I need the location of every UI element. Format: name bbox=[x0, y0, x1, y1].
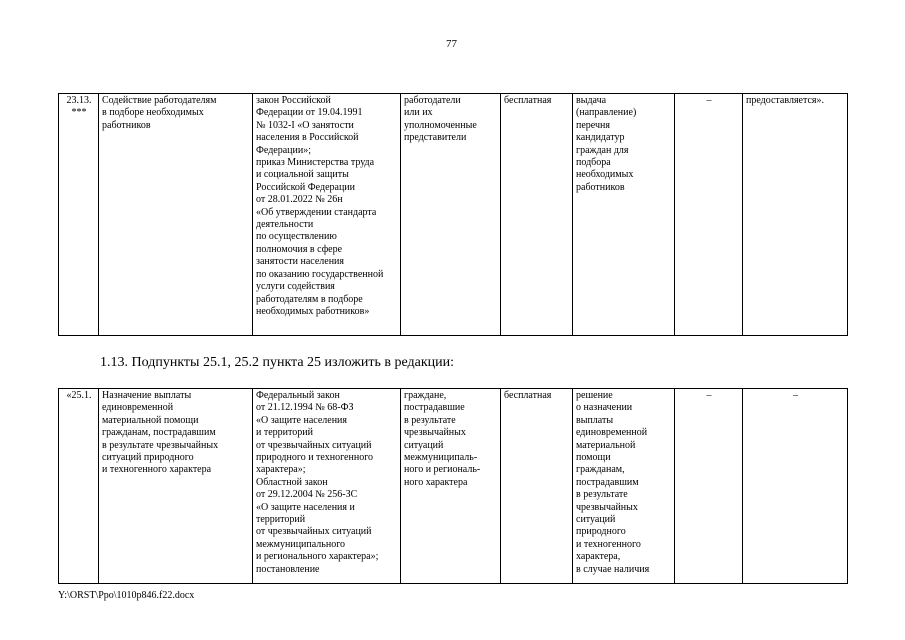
text-line: о назначении bbox=[576, 402, 633, 414]
text-line: единовременной bbox=[102, 402, 174, 414]
text-line: граждане, bbox=[404, 390, 447, 401]
service-name-cell bbox=[99, 94, 253, 336]
text-line: и техногенного характера bbox=[102, 464, 212, 476]
text-line: Федерации»; bbox=[256, 144, 312, 156]
text-line: уполномоченные bbox=[404, 119, 477, 131]
text-line: кандидатур bbox=[576, 132, 625, 144]
text-line: в случае наличия bbox=[576, 563, 650, 575]
text-line: ситуаций bbox=[404, 439, 444, 451]
text-line: населения в Российской bbox=[256, 132, 359, 144]
text-line: гражданам, пострадавшим bbox=[102, 427, 216, 439]
text-line: ситуаций природного bbox=[102, 452, 194, 464]
text-line: Областной закон bbox=[256, 476, 328, 488]
text-line: «25.1. bbox=[66, 390, 92, 401]
status-cell: предоставляется». bbox=[743, 94, 848, 336]
text-line: материальной bbox=[576, 439, 636, 451]
text-line: Федеральный закон bbox=[256, 390, 340, 401]
text-line: работников bbox=[576, 181, 625, 193]
text-line: ситуаций bbox=[576, 514, 616, 526]
text-line: по осуществлению bbox=[256, 231, 337, 243]
text-line: чрезвычайных bbox=[404, 427, 466, 439]
text-line: гражданам, bbox=[576, 464, 625, 476]
text-line: деятельности bbox=[256, 219, 314, 231]
table-row bbox=[59, 389, 848, 584]
text-line: «О защите населения bbox=[256, 414, 347, 426]
service-number-cell bbox=[59, 389, 99, 584]
text-line: в результате bbox=[576, 489, 628, 501]
text-line: от чрезвычайных ситуаций bbox=[256, 439, 372, 451]
text-line: характера, bbox=[576, 551, 621, 563]
text-line: территорий bbox=[256, 514, 306, 526]
text-line: и территорий bbox=[256, 427, 313, 439]
text-line: материальной помощи bbox=[102, 414, 199, 426]
text-line: и техногенного bbox=[576, 538, 641, 550]
text-line: в подборе необходимых bbox=[102, 107, 204, 119]
amendment-heading: 1.13. Подпункты 25.1, 25.2 пункта 25 изложить в редакции: bbox=[100, 355, 455, 370]
text-line: от 29.12.2004 № 256-ЗС bbox=[256, 489, 358, 501]
text-line: межмуниципаль- bbox=[404, 452, 478, 464]
text-line: от 21.12.1994 № 68-ФЗ bbox=[256, 402, 354, 414]
text-line: Содействие работодателям bbox=[102, 95, 217, 106]
text-line: № 1032-I «О занятости bbox=[256, 119, 354, 131]
text-line: «О защите населения и bbox=[256, 501, 355, 513]
text-line: необходимых работников» bbox=[256, 305, 370, 317]
text-line: помощи bbox=[576, 452, 611, 464]
text-line: занятости населения bbox=[256, 256, 345, 268]
text-line: выплаты bbox=[576, 414, 614, 426]
table-row bbox=[59, 94, 848, 336]
service-name-cell bbox=[99, 389, 253, 584]
text-line: работников bbox=[102, 119, 151, 131]
page-number: 77 bbox=[446, 38, 457, 50]
text-line: 23.13. bbox=[66, 95, 92, 106]
text-line: пострадавшие bbox=[404, 402, 465, 414]
file-path-footer: Y:\ORST\Ppo\1010p846.f22.docx bbox=[58, 590, 195, 601]
text-line: ного характера bbox=[404, 476, 468, 488]
text-line: межмуниципального bbox=[256, 538, 346, 550]
text-line: природного и техногенного bbox=[256, 452, 374, 464]
text-line: «Об утверждении стандарта bbox=[256, 206, 377, 218]
text-line: приказ Министерства труда bbox=[256, 157, 375, 169]
text-line: представители bbox=[404, 132, 467, 144]
text-line: ного и региональ- bbox=[404, 464, 481, 476]
text-line: постановление bbox=[256, 563, 320, 575]
text-line: подбора bbox=[576, 157, 611, 169]
text-line: единовременной bbox=[576, 427, 648, 439]
text-line: в результате bbox=[404, 414, 456, 426]
result-cell bbox=[573, 94, 675, 336]
text-line: чрезвычайных bbox=[576, 501, 638, 513]
payment-cell bbox=[501, 94, 573, 336]
text-line: работодателям в подборе bbox=[256, 293, 363, 305]
text-line: *** bbox=[71, 107, 87, 119]
text-line: Назначение выплаты bbox=[102, 390, 192, 401]
text-line: характера»; bbox=[256, 464, 306, 476]
text-line: решение bbox=[576, 390, 613, 401]
services-table-row-25-1 bbox=[58, 388, 848, 584]
text-line: закон Российской bbox=[256, 95, 331, 106]
legal-basis-cell bbox=[253, 389, 401, 584]
text-line: бесплатная bbox=[504, 95, 552, 106]
service-number-cell bbox=[59, 94, 99, 336]
payment-cell bbox=[501, 389, 573, 584]
text-line: от чрезвычайных ситуаций bbox=[256, 526, 372, 538]
text-line: бесплатная bbox=[504, 390, 552, 401]
dash-cell: – bbox=[675, 94, 743, 336]
text-line: по оказанию государственной bbox=[256, 268, 384, 280]
text-line: пострадавшим bbox=[576, 476, 639, 488]
text-line: и регионального характера»; bbox=[256, 551, 379, 563]
text-line: граждан для bbox=[576, 144, 629, 156]
text-line: перечня bbox=[576, 119, 610, 131]
text-line: природного bbox=[576, 526, 626, 538]
text-line: необходимых bbox=[576, 169, 634, 181]
services-table-row-23-13 bbox=[58, 93, 848, 336]
text-line: от 28.01.2022 № 26н bbox=[256, 194, 343, 206]
text-line: и социальной защиты bbox=[256, 169, 349, 181]
legal-basis-cell bbox=[253, 94, 401, 336]
text-line: Российской Федерации bbox=[256, 181, 356, 193]
text-line: или их bbox=[404, 107, 433, 119]
text-line: (направление) bbox=[576, 107, 637, 119]
result-cell bbox=[573, 389, 675, 584]
text-line: выдача bbox=[576, 95, 607, 106]
text-line: в результате чрезвычайных bbox=[102, 439, 219, 451]
text-line: полномочия в сфере bbox=[256, 243, 343, 255]
text-line: Федерации от 19.04.1991 bbox=[256, 107, 363, 119]
text-line: работодатели bbox=[404, 95, 461, 106]
dash-cell: – bbox=[743, 389, 848, 584]
recipients-cell bbox=[401, 389, 501, 584]
text-line: услуги содействия bbox=[256, 281, 335, 293]
recipients-cell bbox=[401, 94, 501, 336]
dash-cell: – bbox=[675, 389, 743, 584]
